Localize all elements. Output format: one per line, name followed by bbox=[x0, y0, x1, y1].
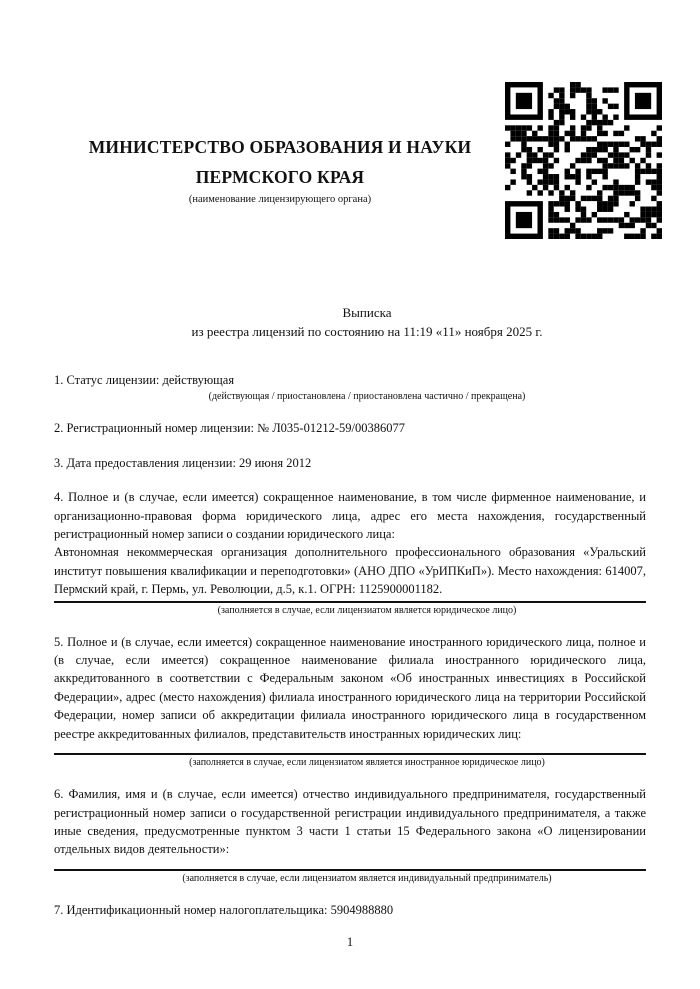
item-individual-entrepreneur-text: 6. Фамилия, имя и (в случае, если имеется) отчество индивидуального предпринимателя, государственный регистрационный номер записи о государственной регистрации индивидуального предпринимателя, а также иные сведения, предусмотренные пунктом 3 части 1 статьи 15 Федерального закона «О лицензировании отдельных видов деятельности»: bbox=[54, 787, 646, 857]
document-header bbox=[54, 132, 506, 207]
item-individual-entrepreneur-note: (заполняется в случае, если лицензиатом является индивидуальный предприниматель) bbox=[182, 872, 552, 884]
item-taxpayer-number-text: 7. Идентификационный номер налогоплательщика: 5904988880 bbox=[54, 902, 394, 917]
fill-line bbox=[54, 601, 646, 603]
ministry-name-line2: ПЕРМСКОГО КРАЯ bbox=[195, 167, 365, 187]
ministry-note: (наименование лицензирующего органа) bbox=[188, 194, 372, 205]
item-foreign-entity bbox=[54, 633, 646, 769]
fill-line bbox=[54, 753, 646, 755]
item-license-date bbox=[54, 454, 646, 472]
ministry-name-line1: МИНИСТЕРСТВО ОБРАЗОВАНИЯ И НАУКИ bbox=[88, 137, 472, 157]
fill-line bbox=[54, 869, 646, 871]
page-number: 1 bbox=[346, 935, 354, 950]
item-registration-number-text: 2. Регистрационный номер лицензии: № Л035-01212-59/00386077 bbox=[54, 421, 405, 436]
item-license-status-note: (действующая / приостановлена / приостановлена частично / прекращена) bbox=[208, 391, 526, 403]
document-title-line1: Выписка bbox=[342, 305, 392, 320]
item-individual-entrepreneur bbox=[54, 785, 646, 885]
item-legal-entity bbox=[54, 488, 646, 616]
item-legal-entity-text: 4. Полное и (в случае, если имеется) сокращенное наименование, в том числе фирменное наименование, и организационно-правовая форма юридического лица, адрес его места нахождения, государственный регистрационный номер записи о создании юридического лица: bbox=[54, 490, 646, 542]
qr-code-icon bbox=[505, 82, 662, 239]
item-foreign-entity-text: 5. Полное и (в случае, если имеется) сокращенное наименование иностранного юридического лица, полное и (в случае, если имеется) сокращенное наименование филиала иностранного юридического лица, аккредитованного в соответствии с Федеральным законом «Об иностранных инвестициях в Российской Федерации», адрес (место нахождения) филиала иностранного юридического лица на территории Российской Федерации, номер записи об аккредитации филиала иностранного юридического лица в государственном реестре аккредитованных филиалов, представительств иностранных юридических лиц: bbox=[54, 634, 646, 741]
item-registration-number bbox=[54, 419, 646, 437]
item-taxpayer-number bbox=[54, 901, 646, 919]
item-legal-entity-value: Автономная некоммерческая организация дополнительного профессионального образования «Уральский институт повышения квалификации и переподготовки» (АНО ДПО «УрИПКиП»). Место нахождения: 614007, Пермский край, г. Пермь, ул. Революции, д.5, к.1. ОГРН: 1125900001182. bbox=[54, 545, 646, 597]
item-license-status-text: 1. Статус лицензии: действующая bbox=[54, 373, 235, 387]
item-foreign-entity-note: (заполняется в случае, если лицензиатом является иностранное юридическое лицо) bbox=[189, 757, 545, 769]
document-title-line2: из реестра лицензий по состоянию на 11:19 «11» ноября 2025 г. bbox=[191, 323, 543, 339]
item-license-date-text: 3. Дата предоставления лицензии: 29 июня 2012 bbox=[54, 455, 312, 470]
item-license-status bbox=[54, 371, 646, 403]
license-items bbox=[54, 371, 646, 919]
document-title bbox=[88, 304, 646, 341]
item-legal-entity-note: (заполняется в случае, если лицензиатом является юридическое лицо) bbox=[217, 604, 517, 616]
